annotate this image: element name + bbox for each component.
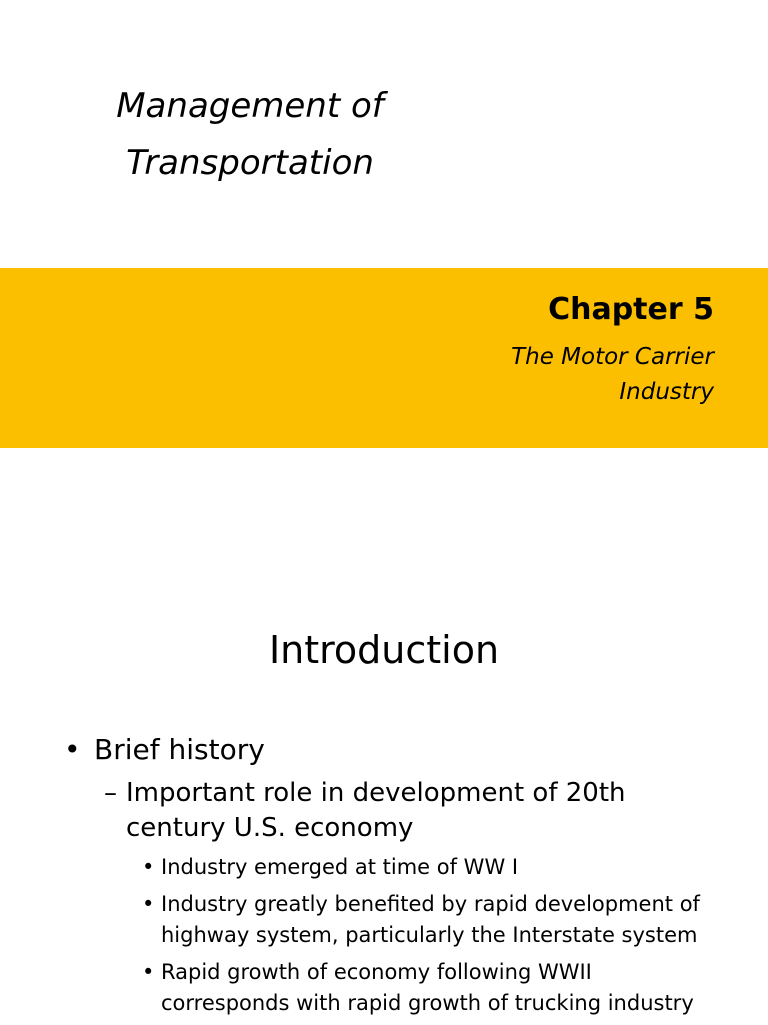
course-title-line-1: Management of <box>116 86 384 126</box>
sub-sub-point <box>142 957 714 1019</box>
sub-sub-point-text: Industry emerged at time of WW I <box>161 855 519 879</box>
bullet-list <box>64 732 714 1025</box>
chapter-band <box>0 268 768 448</box>
course-title-line-2: Transportation <box>126 143 374 183</box>
bullet-marker: • <box>142 960 155 984</box>
introduction-heading: Introduction <box>268 628 500 672</box>
dash-marker: – <box>104 778 117 808</box>
chapter-subtitle-line-2: Industry <box>619 379 714 405</box>
sub-point-text: Important role in development of 20th century U.S. economy <box>126 778 626 843</box>
bullet-brief-history <box>64 732 714 768</box>
bullet-text: Brief history <box>94 733 265 766</box>
sub-sub-point-text: Rapid growth of economy following WWII corresponds with rapid growth of trucking industry <box>161 960 694 1015</box>
sub-point-important-role <box>104 776 714 846</box>
bullet-marker: • <box>64 733 81 766</box>
sub-sub-point <box>142 889 714 951</box>
chapter-subtitle <box>454 340 714 410</box>
sub-sub-point <box>142 852 714 883</box>
bullet-marker: • <box>142 855 155 879</box>
bullet-marker: • <box>142 892 155 916</box>
sub-sub-point-text: Industry greatly benefited by rapid development of highway system, particularly the Interstate system <box>161 892 700 947</box>
course-title <box>70 78 430 192</box>
chapter-title: Chapter 5 <box>548 292 714 327</box>
chapter-subtitle-line-1: The Motor Carrier <box>511 344 714 370</box>
introduction-slide <box>0 560 768 1024</box>
